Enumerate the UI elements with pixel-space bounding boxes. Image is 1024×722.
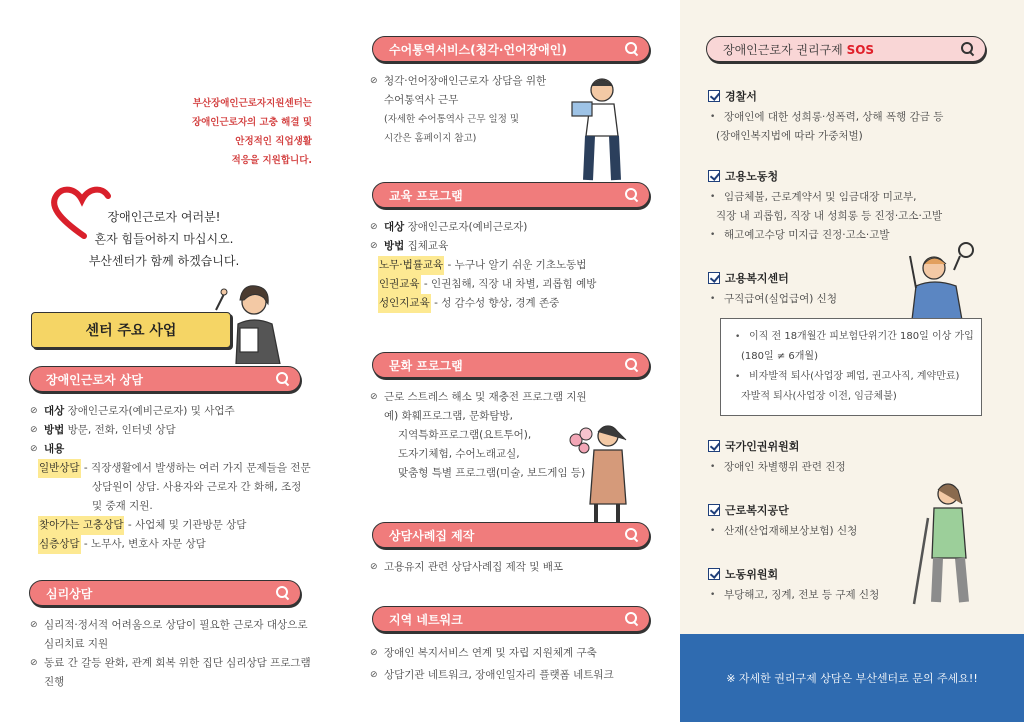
labor-commission-body: • 부당해고, 징계, 전보 등 구제 신청 <box>710 589 880 601</box>
labor-commission-title: 노동위원회 <box>708 566 778 582</box>
bullet-icon: ⊘ <box>370 648 378 658</box>
network-title: 지역 네트워크 <box>389 612 463 627</box>
checkbox-icon <box>708 504 720 516</box>
left-panel <box>0 0 340 722</box>
bullet-icon: ⊘ <box>370 76 378 86</box>
human-rights-title: 국가인권위원회 <box>708 438 799 454</box>
checkbox-icon <box>708 90 720 102</box>
checkbox-icon <box>708 440 720 452</box>
search-icon[interactable] <box>623 356 641 374</box>
search-icon[interactable] <box>959 40 977 58</box>
greeting: 장애인근로자 여러분! 혼자 힘들어하지 마십시오. 부산센터가 함께 하겠습니다. <box>88 210 240 268</box>
psych-header[interactable] <box>29 580 301 606</box>
sign-title: 수어통역서비스(청각·언어장애인) <box>389 42 567 57</box>
bullet-icon: ⊘ <box>370 392 378 402</box>
search-icon[interactable] <box>623 610 641 628</box>
edu-header[interactable] <box>372 182 650 208</box>
search-icon[interactable] <box>274 584 292 602</box>
consult-header[interactable] <box>29 366 301 392</box>
cases-body: ⊘ 고용유지 관련 상담사례집 제작 및 배포 <box>370 558 563 577</box>
woman-clipboard-illustration <box>206 280 302 364</box>
bullet-icon: ⊘ <box>370 222 378 232</box>
sign-header[interactable] <box>372 36 650 62</box>
woman-crutches-illustration <box>904 478 984 608</box>
search-icon[interactable] <box>623 186 641 204</box>
middle-panel <box>340 0 680 722</box>
search-icon[interactable] <box>274 370 292 388</box>
search-icon[interactable] <box>623 526 641 544</box>
footer-banner: ※ 자세한 권리구제 상담은 부산센터로 문의 주세요!! <box>680 634 1024 722</box>
sos-header[interactable] <box>706 36 986 62</box>
main-business-label: 센터 주요 사업 <box>31 312 231 348</box>
consult-body: ⊘ 대상 장애인근로자(예비근로자) 및 사업주 ⊘ 방법 방문, 전화, 인터넷 상담 ⊘ 내용 일반상담 - 직장생활에서 발생하는 여러 가지 문제들을 전문 상담원이 상담. 사용자와 근로자 간 화해, 조정 및 중재 지원. 찾아가는 고충상담 - 사업체 및 기관방문 상담 심층상담 - 노무사, 변호사 자문 상담 <box>30 402 311 554</box>
bullet-icon: ⊘ <box>370 241 378 251</box>
bullet-icon: ⊘ <box>30 406 38 416</box>
center-intro: 부산장애인근로자지원센터는 장애인근로자의 고충 해결 및 안정적인 직업생활 적응을 지원합니다. <box>191 98 312 166</box>
police-title: 경찰서 <box>708 88 757 104</box>
sign-body: ⊘ 청각·언어장애인근로자 상담을 위한 수어통역사 근무 (자세한 수어통역사 근무 일정 및 시간은 홈페이지 참고) <box>370 72 546 148</box>
culture-body: ⊘ 근로 스트레스 해소 및 재충전 프로그램 지원 예) 화훼프로그램, 문화탐방, 지역특화프로그램(요트투어), 도자기체험, 수어노래교실, 맞춤형 특별 프로그램(미술, 보드게임 등) <box>370 388 587 483</box>
search-icon[interactable] <box>623 40 641 58</box>
checkbox-icon <box>708 568 720 580</box>
bullet-icon: ⊘ <box>370 670 378 680</box>
cases-header[interactable] <box>372 522 650 548</box>
bullet-icon: ⊘ <box>30 425 38 435</box>
man-magnifier-illustration <box>904 236 984 320</box>
comwel-title: 근로복지공단 <box>708 502 789 518</box>
edu-body: ⊘ 대상 장애인근로자(예비근로자) ⊘ 방법 집체교육 노무·법률교육 - 누구나 알기 쉬운 기초노동법 인권교육 - 인권침해, 직장 내 차별, 괴롭힘 예방 성인지교육 - 성 감수성 향상, 경계 존중 <box>370 218 596 313</box>
human-rights-body: • 장애인 차별행위 관련 진정 <box>710 461 846 473</box>
bullet-icon: ⊘ <box>370 562 378 572</box>
sos-title: 장애인근로자 권리구제 <box>723 42 843 57</box>
comwel-body: • 산재(산업재해보상보험) 신청 <box>710 525 858 537</box>
eligibility-box: • 이직 전 18개월간 피보험단위기간 180일 이상 가입 (180일 ≠ 6개월) • 비자발적 퇴사(사업장 폐업, 권고사직, 계약만료) 자발적 퇴사(사업장 이전, 임금체불) <box>720 318 982 416</box>
welfare-center-body: • 구직급여(실업급여) 신청 <box>710 293 837 305</box>
cases-title: 상담사례집 제작 <box>389 528 475 543</box>
network-header[interactable] <box>372 606 650 632</box>
sos-label: SOS <box>846 42 875 57</box>
bullet-icon: ⊘ <box>30 620 38 630</box>
bullet-icon: ⊘ <box>30 444 38 454</box>
labor-office-body: • 임금체불, 근로계약서 및 임금대장 미교부, 직장 내 괴롭힘, 직장 내 성희롱 등 진정·고소·고발 • 해고예고수당 미지급 진정·고소·고발 <box>710 191 943 241</box>
police-body: • 장애인에 대한 성희롱·성폭력, 상해 폭행 감금 등 (장애인복지법에 따라 가중처벌) <box>710 111 944 142</box>
checkbox-icon <box>708 170 720 182</box>
psych-body: ⊘ 심리적·정서적 어려움으로 상담이 필요한 근로자 대상으로 심리치료 지원 ⊘ 동료 간 갈등 완화, 관계 회복 위한 집단 심리상담 프로그램 진행 <box>30 616 311 692</box>
consult-title: 장애인근로자 상담 <box>46 372 143 387</box>
welfare-center-title: 고용복지센터 <box>708 270 789 286</box>
checkbox-icon <box>708 272 720 284</box>
culture-header[interactable] <box>372 352 650 378</box>
network-body: ⊘ 장애인 복지서비스 연계 및 자립 지원체계 구축 ⊘ 상담기관 네트워크, 장애인일자리 플랫폼 네트워크 <box>370 642 614 686</box>
bullet-icon: ⊘ <box>30 658 38 668</box>
florist-illustration <box>566 420 642 524</box>
interpreter-illustration <box>568 72 634 184</box>
edu-title: 교육 프로그램 <box>389 188 463 203</box>
psych-title: 심리상담 <box>46 586 93 601</box>
labor-office-title: 고용노동청 <box>708 168 778 184</box>
culture-title: 문화 프로그램 <box>389 358 463 373</box>
